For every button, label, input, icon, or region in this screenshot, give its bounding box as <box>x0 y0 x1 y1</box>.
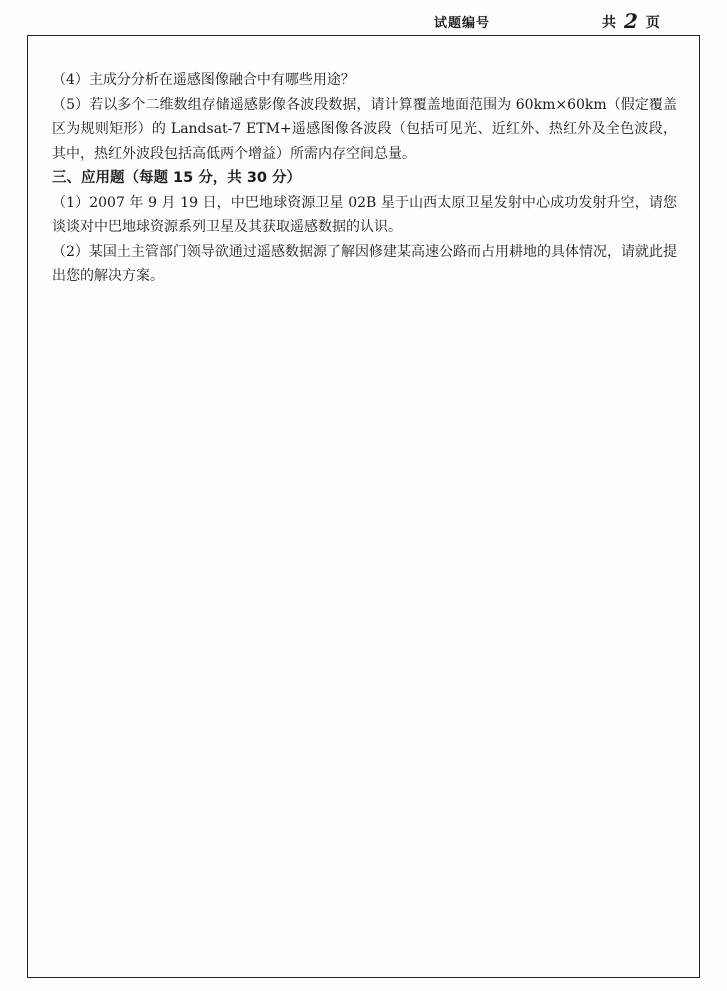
question-4: （4）主成分分析在遥感图像融合中有哪些用途？ <box>52 72 355 88</box>
page-count-prefix: 共 <box>602 15 616 31</box>
question-5: （5）若以多个二维数组存储遥感影像各波段数据，请计算覆盖地面范围为 60km×60km（假定覆盖区为规则矩形）的 Landsat-7 ETM+遥感图像各波段（包括可见光、近红外、热红外及全色波段，其中，热红外波段包括高低两个增益）所需内存空间总量。 <box>52 96 677 162</box>
application-question-1: （1）2007 年 9 月 19 日，中巴地球资源卫星 02B 星于山西太原卫星发射中心成功发射升空，请您谈谈对中巴地球资源系列卫星及其获取遥感数据的认识。 <box>52 194 677 235</box>
page-header <box>0 8 727 32</box>
page-count-suffix: 页 <box>645 15 660 31</box>
section-3-heading: 三、应用题（每题 15 分，共 30 分） <box>52 170 302 186</box>
page-count-number: 2 <box>624 9 638 33</box>
page-count <box>602 8 660 32</box>
application-question-2: （2）某国土主管部门领导欲通过遥感数据源了解因修建某高速公路而占用耕地的具体情况，请就此提出您的解决方案。 <box>52 243 677 284</box>
exam-content <box>52 68 677 289</box>
exam-code-label: 试题编号 <box>434 16 491 31</box>
